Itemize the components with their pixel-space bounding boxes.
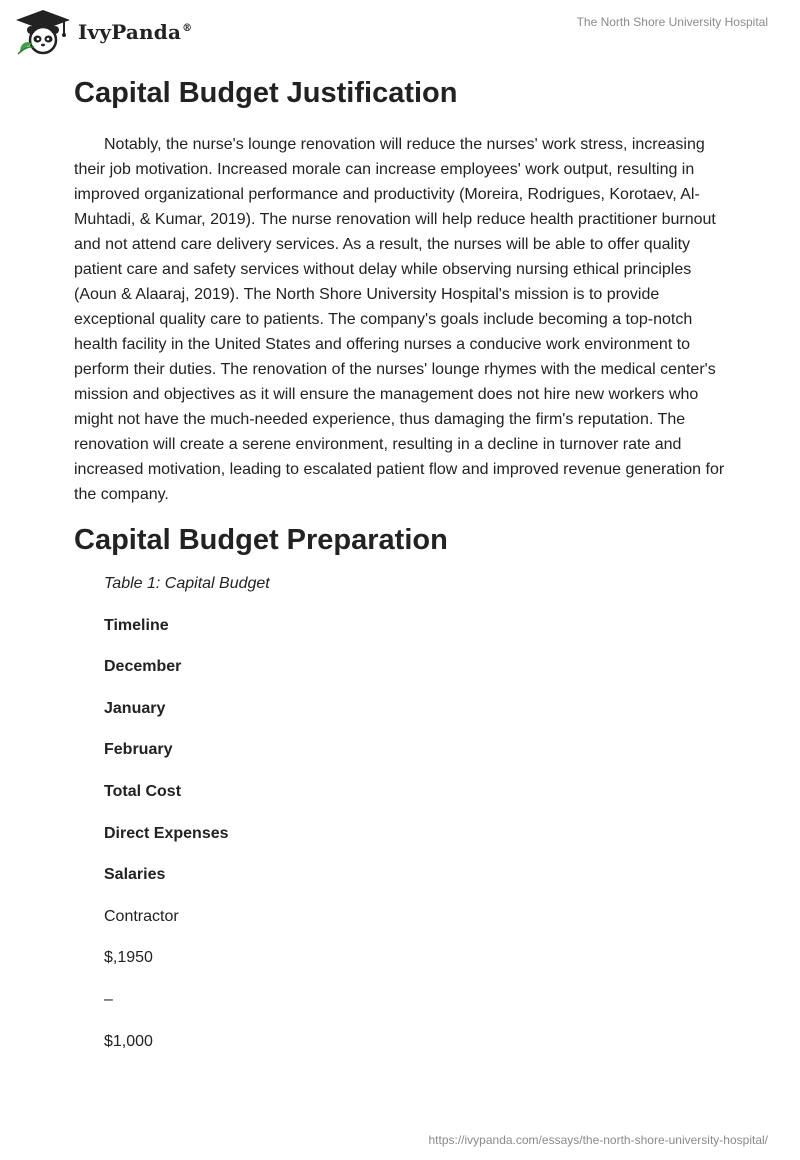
table-cell: Salaries (104, 866, 166, 884)
capital-budget-table (104, 574, 734, 1052)
table-cell: Timeline (104, 616, 169, 634)
table-cell: December (104, 658, 182, 676)
article-content (74, 70, 734, 1052)
table-cell: Total Cost (104, 782, 182, 800)
source-url[interactable]: https://ivypanda.com/essays/the-north-shore-university-hospital/ (428, 1133, 768, 1147)
table-cell: – (104, 990, 113, 1008)
section-heading-justification: Capital Budget Justification (74, 77, 458, 109)
table-cell: $,1950 (104, 949, 153, 967)
brand-logo[interactable] (14, 8, 192, 56)
brand-name: IvyPanda® (78, 20, 193, 44)
table-cell: $1,000 (104, 1032, 153, 1050)
panda-logo-icon (14, 8, 72, 56)
justification-paragraph: Notably, the nurse's lounge renovation will reduce the nurses' work stress, increasing their job motivation. Increased morale can increase employees' work output, resulting in improved organizational performance and productivity (Moreira, Rodrigues, Korotaev, Al-Muhtadi, & Kumar, 2019). The nurse renovation will help reduce health practitioner burnout and not attend care delivery services. As a result, the nurses will be able to offer quality patient care and safety services without delay while observing nursing ethical principles (Aoun & Alaaraj, 2019). The North Shore University Hospital's mission is to provide exceptional quality care to patients. The company's goals include becoming a top-notch health facility in the United States and offering nurses a conducive work environment to perform their duties. The renovation of the nurses' lounge rhymes with the medical center's mission and objectives as it will ensure the management does not hire new workers who might not have the much-needed experience, thus damaging the firm's reputation. The renovation will create a serene environment, resulting in a decline in turnover rate and increased motivation, leading to escalated patient flow and improved revenue generation for the company. (74, 136, 725, 503)
table-cell: January (104, 699, 166, 717)
section-heading-preparation: Capital Budget Preparation (74, 524, 448, 556)
document-title: The North Shore University Hospital (576, 15, 768, 29)
table-cell: February (104, 741, 173, 759)
page-header (0, 0, 800, 70)
table-caption: Table 1: Capital Budget (104, 575, 270, 592)
registered-mark: ® (182, 23, 193, 35)
table-cell: Direct Expenses (104, 824, 229, 842)
table-cell: Contractor (104, 907, 179, 925)
